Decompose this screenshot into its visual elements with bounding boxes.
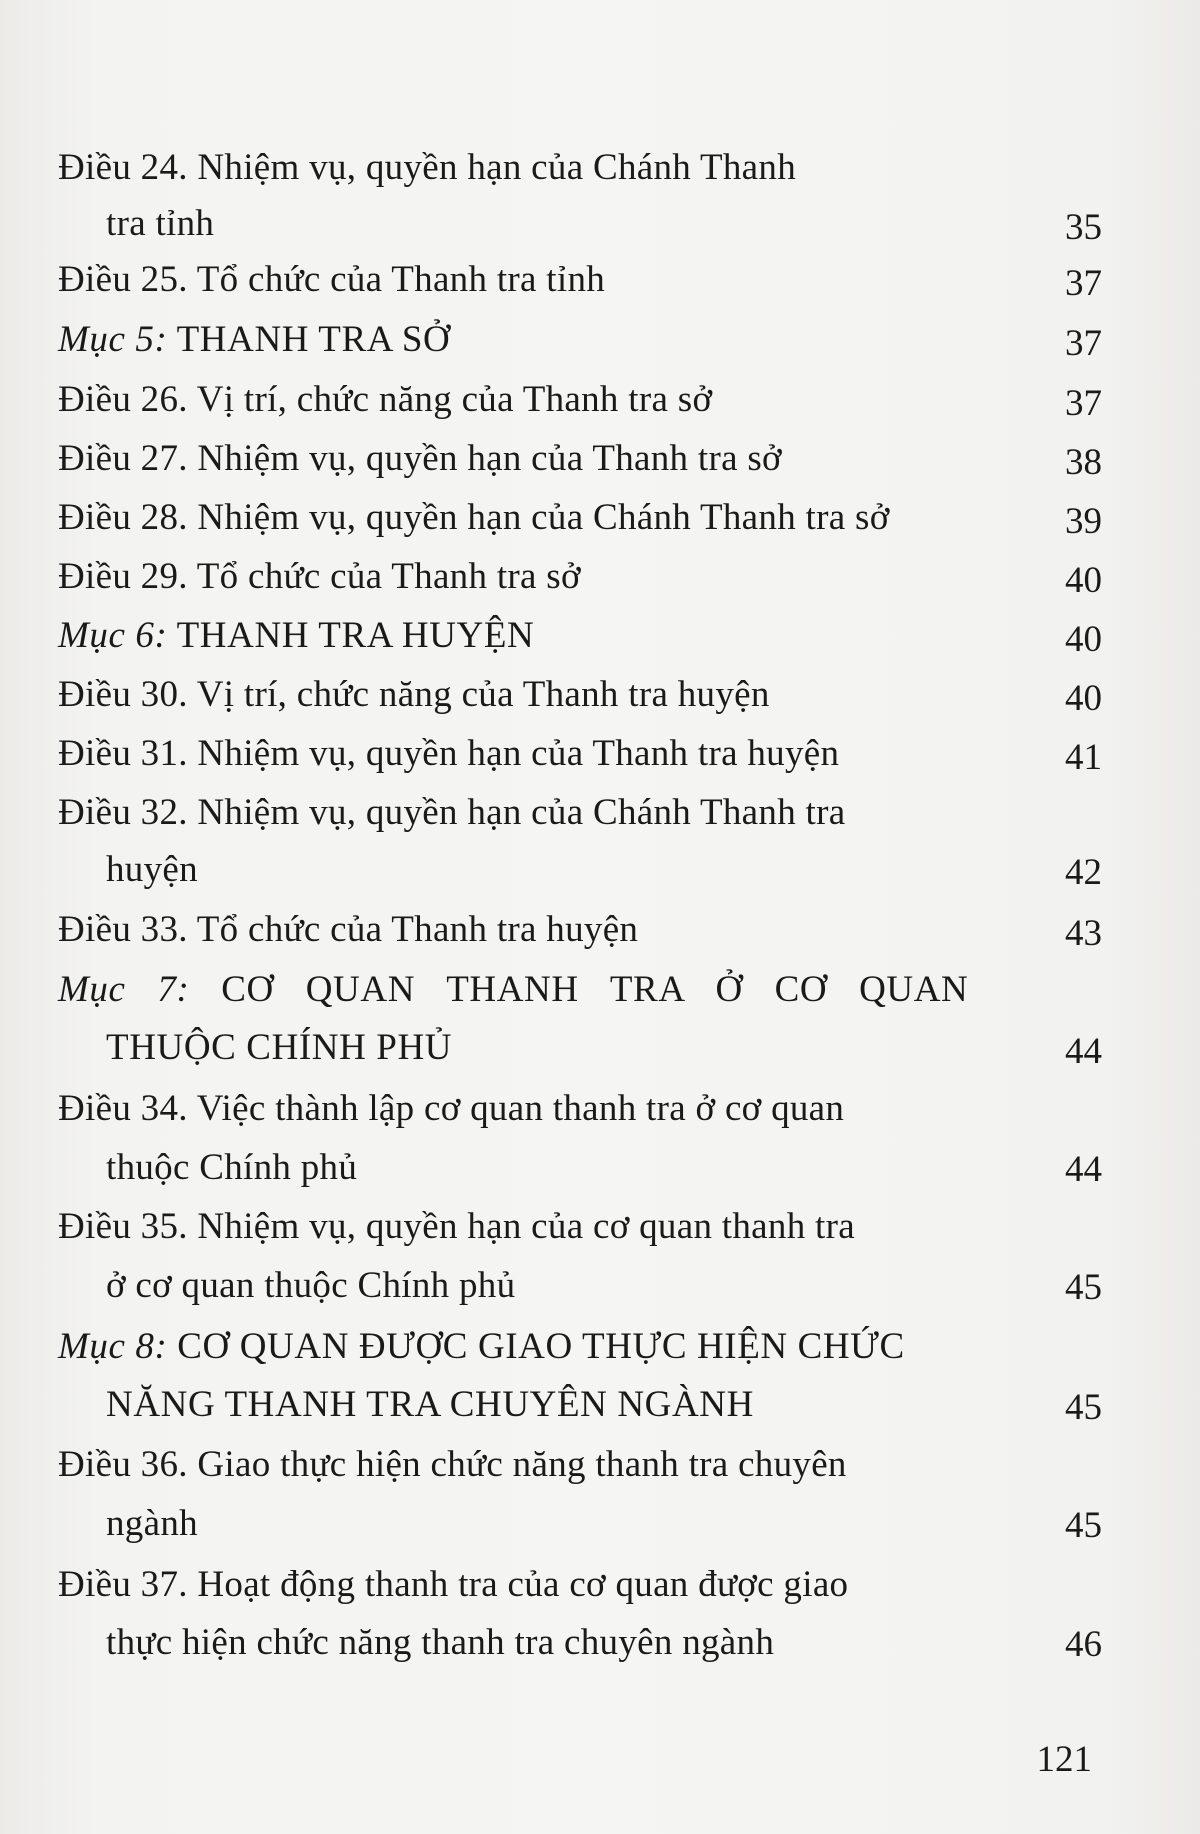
toc-entry-line [58,908,638,952]
toc-entry-title-continued: ở cơ quan thuộc Chính phủ [106,1265,516,1306]
toc-section-title: CƠ QUAN THANH TRA Ở CƠ QUAN [221,969,969,1010]
toc-section-label: Mục 5: [58,319,168,360]
toc-entry-title: Vị trí, chức năng của Thanh tra huyện [196,674,770,715]
toc-entry-label: Điều 25. [58,259,188,300]
toc-entry-line [58,437,782,481]
page-number: 121 [1036,1739,1092,1780]
toc-section-label: Mục 8: [58,1326,168,1367]
toc-page-number: 43 [1065,913,1102,954]
toc-entry-line [58,1087,844,1131]
toc-page-number: 35 [1065,207,1102,248]
toc-entry-line [58,673,770,717]
toc-page-number: 44 [1065,1149,1102,1190]
toc-page-number: 42 [1065,852,1102,893]
toc-entry-title-continued: huyện [106,849,198,890]
toc-entry-line [58,555,581,599]
toc-section-label: Mục 6: [58,615,168,656]
toc-entry-line [58,614,534,658]
toc-entry-label: Điều 32. [58,792,188,833]
toc-section-title: THANH TRA SỞ [176,319,451,360]
toc-section-label: Mục 7: [58,969,190,1010]
toc-page-number: 39 [1065,501,1102,542]
toc-entry-line [58,146,796,190]
toc-entry-line [58,1205,855,1249]
toc-entry-label: Điều 34. [58,1088,188,1129]
toc-entry-title: Nhiệm vụ, quyền hạn của Chánh Thanh [197,147,796,188]
toc-section-title-continued: NĂNG THANH TRA CHUYÊN NGÀNH [106,1384,754,1425]
toc-entry-line [58,1325,905,1369]
toc-entry-line [58,732,839,776]
toc-entry-title: Nhiệm vụ, quyền hạn của Chánh Thanh tra [197,792,846,833]
toc-entry-line [58,1443,847,1487]
toc-entry-title: Nhiệm vụ, quyền hạn của Chánh Thanh tra sở [197,497,890,538]
toc-entry-title: Tổ chức của Thanh tra huyện [196,909,639,950]
toc-entry-title: Vị trí, chức năng của Thanh tra sở [196,379,713,420]
toc-entry-label: Điều 37. [58,1564,188,1605]
toc-entry-label: Điều 24. [58,147,188,188]
toc-page-number: 38 [1065,442,1102,483]
toc-entry-title: Tổ chức của Thanh tra sở [196,556,581,597]
toc-entry-line [58,1563,848,1607]
toc-page-number: 40 [1065,678,1102,719]
toc-page-number: 45 [1065,1267,1102,1308]
toc-entry-label: Điều 28. [58,497,188,538]
toc-section-title-continued: THUỘC CHÍNH PHỦ [106,1027,453,1068]
toc-page-number: 46 [1065,1624,1102,1665]
toc-page-number: 44 [1065,1031,1102,1072]
toc-page-number: 37 [1065,383,1102,424]
toc-entry-title-continued: tra tỉnh [106,203,215,244]
toc-page-number: 40 [1065,619,1102,660]
toc-entry-label: Điều 29. [58,556,188,597]
toc-page-number: 37 [1065,263,1102,304]
toc-entry-label: Điều 30. [58,674,188,715]
toc-entry-label: Điều 31. [58,733,188,774]
toc-entry-title-continued: thực hiện chức năng thanh tra chuyên ngành [106,1622,775,1663]
toc-entry-title: Nhiệm vụ, quyền hạn của Thanh tra huyện [197,733,840,774]
toc-entry-label: Điều 27. [58,438,188,479]
toc-page-number: 40 [1065,560,1102,601]
toc-entry-line [58,496,890,540]
toc-entry-title: Nhiệm vụ, quyền hạn của cơ quan thanh tra [197,1206,855,1247]
toc-entry-title-continued: thuộc Chính phủ [106,1147,358,1188]
toc-section-title: THANH TRA HUYỆN [176,615,535,656]
toc-page-number: 45 [1065,1505,1102,1546]
toc-entry-line [58,791,845,835]
toc-entry-title: Nhiệm vụ, quyền hạn của Thanh tra sở [197,438,782,479]
toc-entry-line [58,258,605,302]
toc-entry-label: Điều 35. [58,1206,188,1247]
toc-entry-title: Việc thành lập cơ quan thanh tra ở cơ quan [196,1088,845,1129]
toc-entry-label: Điều 33. [58,909,188,950]
toc-entry-line [58,378,712,422]
toc-entry-title: Giao thực hiện chức năng thanh tra chuyên [197,1444,847,1485]
toc-entry-title-continued: ngành [106,1503,198,1544]
toc-entry-line [58,318,450,362]
toc-entry-label: Điều 36. [58,1444,188,1485]
toc-entry-label: Điều 26. [58,379,188,420]
toc-page-number: 41 [1065,737,1102,778]
toc-entry-title: Tổ chức của Thanh tra tỉnh [196,259,606,300]
toc-page-number: 37 [1065,323,1102,364]
toc-page-number: 45 [1065,1387,1102,1428]
toc-entry-line [58,968,968,1012]
toc-section-title: CƠ QUAN ĐƯỢC GIAO THỰC HIỆN CHỨC [177,1326,905,1367]
toc-entry-title: Hoạt động thanh tra của cơ quan được giao [197,1564,849,1605]
